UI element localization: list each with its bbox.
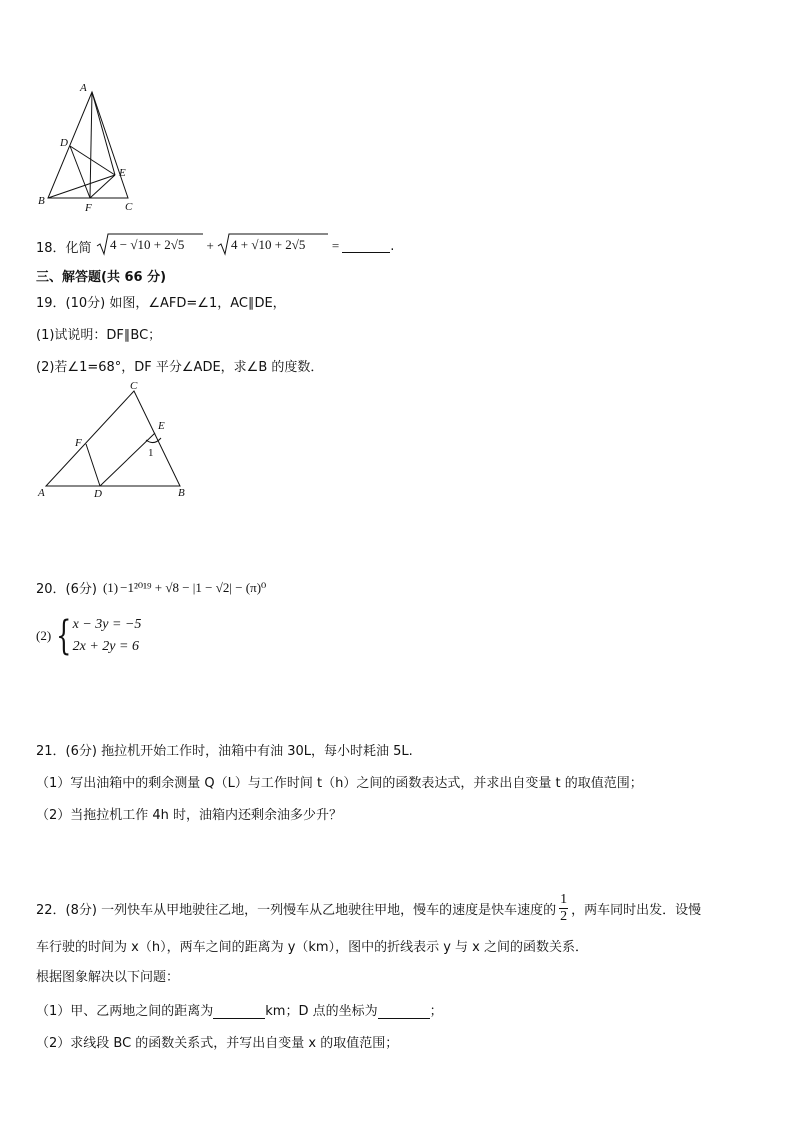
- q22-fraction-denominator: 2: [560, 909, 568, 924]
- label-B: B: [38, 195, 45, 207]
- q18-plus: +: [206, 238, 214, 253]
- q22-fraction-numerator: 1: [560, 892, 568, 907]
- section-3-title: 三、解答题(共 66 分): [36, 270, 167, 285]
- triangle-figure-q19: [34, 378, 194, 502]
- question-22-part1: [36, 1000, 443, 1019]
- q22-part1-b: km；D 点的坐标为: [265, 1004, 378, 1019]
- q18-number: 18．化简: [36, 240, 92, 256]
- q18-radicand-1: 4 − √10 + 2√5: [109, 237, 184, 252]
- q20-part1-prefix: (1): [102, 579, 119, 595]
- q19-part1: (1)试说明：DF∥BC；: [36, 328, 162, 343]
- q21-stem: 21．(6分) 拖拉机开始工作时，油箱中有油 30L，每小时耗油 5L.: [36, 744, 413, 759]
- triangle-figure-q17: [36, 80, 146, 215]
- q22-point-d-blank[interactable]: [378, 1006, 430, 1019]
- q19-label-B: B: [178, 487, 185, 499]
- question-20-part2: [36, 614, 141, 658]
- q22-prompt: 根据图象解决以下问题：: [36, 970, 180, 985]
- question-22-line1: [36, 892, 701, 925]
- q22-fraction: [559, 892, 568, 925]
- label-A: A: [80, 82, 87, 94]
- q20-number: 20．(6分): [36, 582, 97, 597]
- q22-stem-b: ，两车同时出发．设慢: [571, 903, 702, 918]
- q19-label-angle-1: 1: [148, 447, 154, 459]
- q22-stem-c: 车行驶的时间为 x（h），两车之间的距离为 y（km），图中的折线表示 y 与 x 之间的函数关系．: [36, 940, 588, 955]
- q18-radical-2: [217, 232, 329, 260]
- q18-end: .: [390, 238, 395, 254]
- q19-part2: (2)若∠1=68°，DF 平分∠ADE，求∠B 的度数．: [36, 360, 324, 375]
- q19-label-F: F: [75, 437, 82, 449]
- q19-label-A: A: [38, 487, 45, 499]
- q18-answer-blank[interactable]: [342, 240, 390, 253]
- q22-part1-a: （1）甲、乙两地之间的距离为: [36, 1004, 214, 1019]
- question-18: [36, 232, 394, 260]
- question-20-part1: [36, 578, 266, 597]
- q22-distance-blank[interactable]: [213, 1006, 265, 1019]
- label-C: C: [125, 201, 133, 213]
- q19-label-E: E: [158, 420, 165, 432]
- q18-radical-1: [96, 232, 204, 260]
- q21-part1: （1）写出油箱中的剩余测量 Q（L）与工作时间 t（h）之间的函数表达式，并求出自变量 t 的取值范围；: [36, 776, 643, 791]
- q22-part1-c: ；: [429, 1004, 443, 1019]
- label-D: D: [60, 137, 68, 149]
- q20-equation-1: x − 3y = −5: [72, 617, 142, 632]
- label-F: F: [85, 202, 92, 214]
- q22-stem-a: 22．(8分) 一列快车从甲地驶往乙地，一列慢车从乙地驶往甲地，慢车的速度是快车速度的: [36, 903, 557, 918]
- brace-symbol: {: [56, 613, 72, 659]
- q22-part2: （2）求线段 BC 的函数关系式，并写出自变量 x 的取值范围；: [36, 1036, 399, 1051]
- q20-part2-prefix: (2): [36, 628, 52, 643]
- equation-system: [51, 614, 141, 658]
- label-E: E: [119, 167, 126, 179]
- q20-equation-2: 2x + 2y = 6: [72, 639, 139, 654]
- q19-label-C: C: [130, 380, 138, 392]
- q18-radicand-2: 4 + √10 + 2√5: [230, 237, 306, 252]
- q21-part2: （2）当拖拉机工作 4h 时，油箱内还剩余油多少升？: [36, 808, 343, 823]
- q19-label-D: D: [94, 488, 102, 500]
- q19-stem: 19．(10分) 如图，∠AFD=∠1，AC∥DE，: [36, 296, 286, 311]
- q20-part1-expression: −1²⁰¹⁹ + √8 − |1 − √2| − (π)⁰: [120, 579, 267, 595]
- q18-equals: =: [331, 238, 340, 253]
